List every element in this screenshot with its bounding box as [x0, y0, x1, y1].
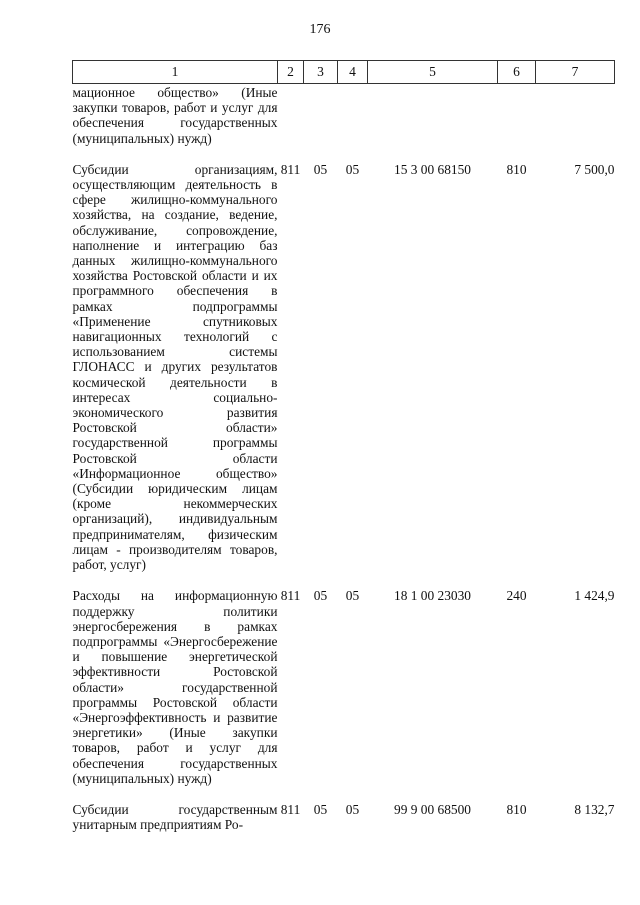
row-target-article [368, 84, 498, 146]
row-amount: 7 500,0 [574, 161, 615, 177]
row-expense-type: 810 [506, 801, 527, 817]
row-amount: 8 132,7 [574, 801, 615, 817]
row-description: Расходы на информационную поддержку политики энергосбережения в рамках подпрограммы «Энергосбережение и повышение энергетической эффективности Ростовской области» государственной программы Ростовской области «Энергоэффективность и развитие энергетики» (Иные закупки товаров, работ и услуг для обеспечения государственных (муниципальных) нужд) [72, 588, 278, 786]
page-number: 176 [309, 22, 331, 37]
header-cell: 3 [304, 61, 338, 84]
header-cell: 5 [368, 61, 498, 84]
table-row [73, 802, 615, 832]
row-target-article: 18 1 00 23030 [394, 588, 471, 604]
row-description: Субсидии государственным унитарным предприятиям Ро- [72, 801, 278, 833]
header-cell: 2 [278, 61, 304, 84]
row-target-article: 15 3 00 68150 [394, 161, 471, 177]
row-expense-type [498, 84, 536, 146]
budget-table [72, 60, 615, 832]
row-spacer [73, 146, 615, 162]
header-cell: 7 [536, 61, 615, 84]
row-spacer [73, 572, 615, 588]
row-subsection-code: 05 [345, 588, 360, 604]
row-section-code: 05 [313, 588, 328, 604]
row-subsection-code [338, 84, 368, 146]
table-header-row [73, 61, 615, 84]
header-cell: 6 [498, 61, 536, 84]
row-amount [536, 84, 615, 146]
table-row [73, 162, 615, 572]
row-section-code: 05 [313, 801, 328, 817]
row-ministry-code [278, 84, 304, 146]
row-description: мационное общество» (Иные закупки товаров, работ и услуг для обеспечения государственных (муниципальных) нужд) [72, 85, 278, 146]
row-ministry-code: 811 [280, 801, 301, 817]
row-spacer [73, 786, 615, 802]
row-target-article: 99 9 00 68500 [394, 801, 471, 817]
row-ministry-code: 811 [280, 588, 301, 604]
table-row [73, 84, 615, 146]
row-expense-type: 810 [506, 161, 527, 177]
table-row [73, 588, 615, 786]
row-expense-type: 240 [506, 588, 527, 604]
row-section-code: 05 [313, 161, 328, 177]
row-section-code [304, 84, 338, 146]
row-subsection-code: 05 [345, 801, 360, 817]
row-description: Субсидии организациям, осуществляющим деятельность в сфере жилищно-коммунального хозяйства, на создание, ведение, обслуживание, сопровождение, наполнение и интеграцию баз данных жилищно-коммунального хозяйства Ростовской области и их программного обеспечения в рамках подпрограммы «Применение спутниковых навигационных технологий с использованием системы ГЛОНАСС и других результатов космической деятельности в интересах социально-экономического развития Ростовской области» государственной программы Ростовской области «Информационное общество» (Субсидии юридическим лицам (кроме некоммерческих организаций), индивидуальным предпринимателям, физическим лицам - производителям товаров, работ, услуг) [72, 161, 278, 573]
header-cell: 1 [73, 61, 278, 84]
row-ministry-code: 811 [280, 161, 301, 177]
row-subsection-code: 05 [345, 161, 360, 177]
header-cell: 4 [338, 61, 368, 84]
row-amount: 1 424,9 [574, 588, 615, 604]
